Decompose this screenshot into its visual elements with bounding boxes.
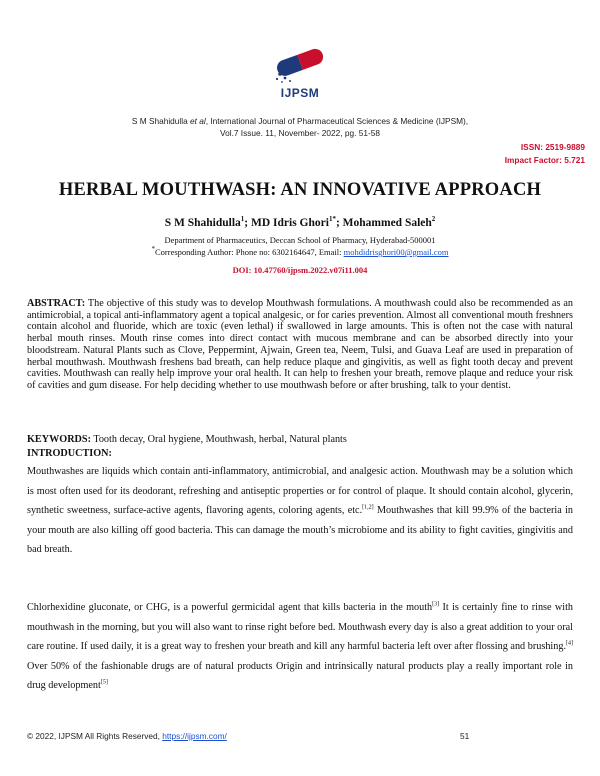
doi: DOI: 10.47760/ijpsm.2022.v07i11.004 bbox=[232, 265, 368, 275]
ijpsm-logo-icon bbox=[270, 40, 332, 84]
abstract bbox=[27, 298, 573, 392]
footer bbox=[27, 731, 227, 741]
keywords bbox=[27, 434, 573, 446]
issn-label: ISSN: bbox=[520, 142, 546, 152]
impact-factor bbox=[505, 155, 585, 165]
logo-text: IJPSM bbox=[280, 86, 320, 100]
authors bbox=[0, 215, 600, 229]
corr-text: Corresponding Author: Phone no: 6302164647, Email: bbox=[155, 246, 344, 257]
para-text: It is certainly fine to rinse with mouthwash in the morning, but you will also want to rinse right before bed. Mouthwash every day is also a great addition to your oral care routine. If used daily, it is a great way to freshen your breath and kill any harmful bacteria left over after flossing and brushing. bbox=[27, 602, 573, 652]
issn-value: 2519-9889 bbox=[545, 142, 585, 152]
impact-label: Impact Factor: bbox=[504, 155, 565, 165]
citation-ref: [4] bbox=[566, 640, 573, 647]
citation-volume: Vol.7 Issue. 11, November- 2022, pg. 51-58 bbox=[220, 128, 380, 138]
citation-author: S M Shahidulla bbox=[131, 116, 191, 126]
email-link[interactable]: mohdidrisghori00@gmail.com bbox=[343, 246, 449, 257]
introduction-paragraph-2 bbox=[27, 598, 573, 696]
abstract-label: ABSTRACT: bbox=[27, 298, 86, 309]
citation-ref: [3] bbox=[432, 601, 440, 608]
department: Department of Pharmaceutics, Deccan School of Pharmacy, Hyderabad-500001 bbox=[164, 235, 436, 245]
author-affiliation: 2 bbox=[431, 215, 436, 223]
author-name: MD Idris Ghori bbox=[251, 216, 329, 229]
corresponding-author bbox=[0, 245, 600, 257]
citation-etal: et al bbox=[190, 116, 206, 126]
author-name: Mohammed Saleh bbox=[342, 216, 432, 229]
copyright: © 2022, IJPSM All Rights Reserved, bbox=[27, 731, 163, 741]
citation-ref: [5] bbox=[100, 679, 108, 686]
abstract-text: The objective of this study was to develop Mouthwash formulations. A mouthwash could also be recommended as an antimicrobial, a topical anti-inflammatory agent a topical analgesic, or for caries prevention. Almost all conventional mouth freshners contain alcohol and fluoride, which are toxic (even lethal) if swallowed in large amounts. This is often not the case with natural herbal mouth rinses. Mouth rinse comes into direct contact with mucous membrane and can be absorbed directly into your bloodstream. Natural Plants such as Clove, Peppermint, Ajwain, Green tea, Neem, Tulsi, and Guava Leaf are used in preparation of herbal mouthwash. Mouthwash freshens bad breath, can help reduce plaque and gingivitis, as well as fight tooth decay and prevent cavities. Mouthwash can really help improve your oral health. It can help to freshen your breath, remove plaque and reduce your risk of cavities and gum disease. For help deciding whether to use mouthwash before or after brushing, talk to your dentist. bbox=[27, 298, 573, 391]
citation bbox=[0, 115, 600, 139]
journal-link[interactable]: https://ijpsm.com/ bbox=[162, 731, 227, 741]
impact-value: 5.721 bbox=[564, 155, 585, 165]
author-affiliation: 1* bbox=[328, 215, 336, 223]
para-text: Mouthwashes are liquids which contain anti-inflammatory, antimicrobial, and analgesic action. Mouthwash may be a solution which is most often used for its deodorant, refreshing and antiseptic properties or for control of plaque. It should contain alcohol, glycerin, synthetic sweetness, surface-active agents, flavoring agents, coloring agents, etc. bbox=[27, 466, 573, 516]
introduction-paragraph-1 bbox=[27, 462, 573, 560]
citation-ref: [1,2] bbox=[362, 504, 374, 511]
keywords-text: Tooth decay, Oral hygiene, Mouthwash, herbal, Natural plants bbox=[90, 434, 347, 445]
citation-journal: , International Journal of Pharmaceutical Sciences & Medicine (IJPSM), bbox=[205, 116, 469, 126]
issn bbox=[521, 142, 585, 152]
author-separator: ; bbox=[335, 216, 343, 229]
para-text: Mouthwashes that kill 99.9% of the bacteria in your mouth are also killing off good bacteria. This can damage the mouth’s microbiome and its ability to fight cavities, gingivitis and bad breath. bbox=[27, 505, 574, 555]
author-affiliation: 1 bbox=[240, 215, 245, 223]
corr-mark: * bbox=[151, 245, 155, 253]
keywords-label: KEYWORDS: bbox=[27, 434, 91, 445]
introduction-heading: INTRODUCTION: bbox=[27, 448, 112, 459]
author-name: S M Shahidulla bbox=[164, 216, 241, 229]
author-separator: ; bbox=[244, 216, 251, 229]
para-text: Over 50% of the fashionable drugs are of natural products Origin and intrinsically natural products play a really important role in drug development bbox=[27, 660, 573, 691]
paper-title: HERBAL MOUTHWASH: AN INNOVATIVE APPROACH bbox=[58, 180, 542, 200]
para-text: Chlorhexidine gluconate, or CHG, is a powerful germicidal agent that kills bacteria in the mouth bbox=[27, 602, 433, 613]
page-number: 51 bbox=[460, 731, 470, 741]
